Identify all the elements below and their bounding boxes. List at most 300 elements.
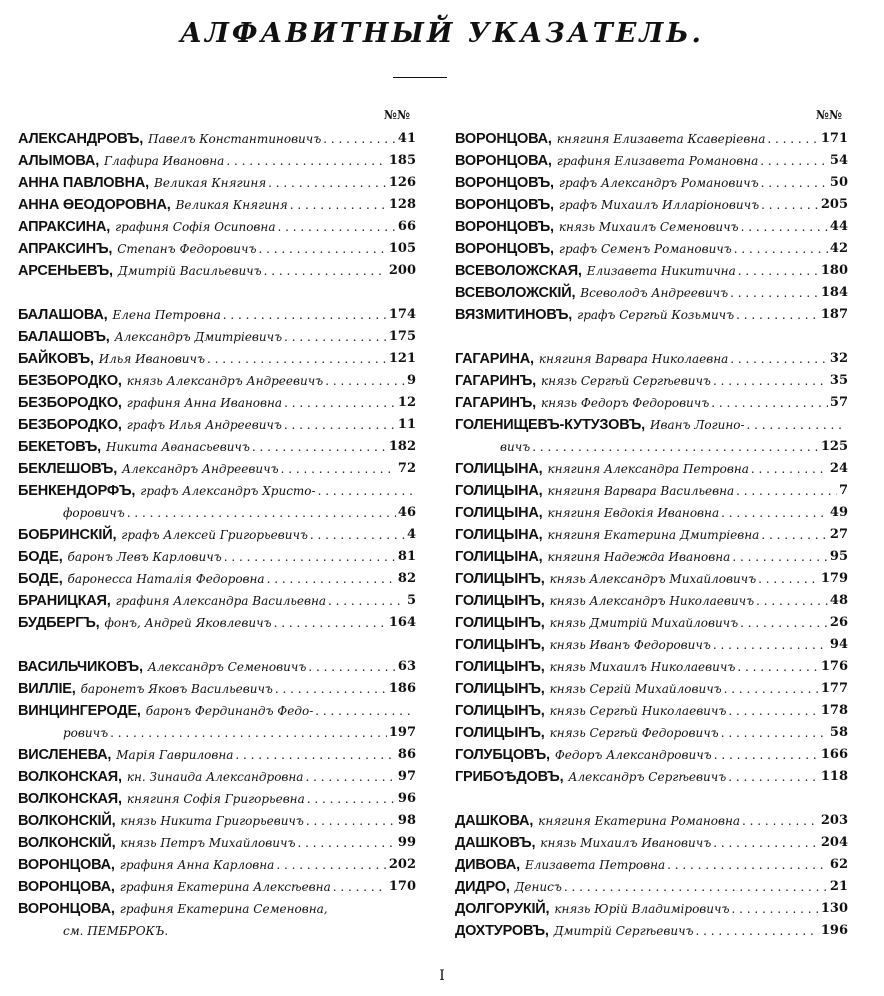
section-gap: [455, 326, 848, 348]
index-entry: [18, 788, 416, 810]
entry-description: князь Петръ Михайловичъ: [120, 836, 296, 850]
dot-leader: [724, 678, 819, 700]
entry-page-number: 128: [388, 197, 416, 212]
entry-surname: АЛЕКСАНДРОВЪ,: [18, 131, 144, 147]
index-entry: [18, 590, 416, 612]
entry-page-number: 105: [388, 241, 416, 256]
dot-leader: [258, 238, 386, 260]
entry-description: Елена Петровна: [112, 308, 221, 322]
entry-description: Денисъ: [514, 880, 562, 894]
entry-page-number: 49: [829, 505, 848, 520]
entry-description: баронесса Наталія Федоровна: [67, 572, 265, 586]
entry-list: [18, 128, 416, 942]
entry-surname: ГОЛИЦЫНЪ,: [455, 681, 545, 697]
dot-leader: [224, 546, 396, 568]
dot-leader: [268, 172, 387, 194]
dot-leader: [110, 722, 387, 744]
entry-description: Степанъ Федоровичъ: [117, 242, 257, 256]
entry-description: князь Сергѣй Федоровичъ: [549, 726, 719, 740]
index-entry: [18, 392, 416, 414]
entry-description: княгиня Александра Петровна: [547, 462, 749, 476]
dot-leader: [741, 216, 828, 238]
index-entry: [455, 876, 848, 898]
dot-leader: [696, 920, 819, 942]
index-entry: [18, 216, 416, 238]
dot-leader: [738, 260, 819, 282]
index-entry: [455, 920, 848, 942]
dot-leader: [333, 876, 387, 898]
entry-surname: ВОЛКОНСКІЙ,: [18, 813, 116, 829]
entry-surname: ВОРОНЦОВЪ,: [455, 175, 554, 191]
dot-leader: [328, 590, 405, 612]
dot-leader: [767, 128, 818, 150]
entry-page-number: 21: [829, 879, 848, 894]
dot-leader: [281, 458, 396, 480]
entry-surname: ДИДРО,: [455, 879, 510, 895]
dot-leader: [667, 854, 828, 876]
entry-surname: ВОРОНЦОВА,: [18, 879, 115, 895]
entry-description: графиня Анна Ивановна: [126, 396, 283, 410]
dot-leader: [713, 832, 819, 854]
entry-surname: ВАСИЛЬЧИКОВЪ,: [18, 659, 143, 675]
entry-description: князь Михаилъ Семеновичъ: [558, 220, 739, 234]
entry-description: графъ Семенъ Романовичъ: [558, 242, 732, 256]
entry-description: Александръ Семеновичъ: [147, 660, 307, 674]
dot-leader: [711, 392, 828, 414]
entry-page-number: 11: [397, 417, 416, 432]
index-entry-continuation: [455, 436, 848, 458]
entry-surname: БОДЕ,: [18, 571, 63, 587]
section-gap: [455, 788, 848, 810]
index-entry: [455, 150, 848, 172]
index-entry: [455, 480, 848, 502]
dot-leader: [207, 348, 387, 370]
dot-leader: [713, 634, 828, 656]
dot-leader: [721, 502, 828, 524]
entry-description: графиня Елизавета Романовна: [556, 154, 759, 168]
entry-surname: ВОЛКОНСКІЙ,: [18, 835, 116, 851]
entry-surname: БОДЕ,: [18, 549, 63, 565]
dot-leader: [127, 502, 396, 524]
dot-leader: [747, 414, 846, 436]
index-entry: [18, 194, 416, 216]
entry-surname: БУДБЕРГЪ,: [18, 615, 100, 631]
entry-page-number: 179: [820, 571, 848, 586]
index-entry-continuation: [18, 722, 416, 744]
entry-description: Александръ Дмитріевичъ: [114, 330, 283, 344]
section-gap: [18, 634, 416, 656]
entry-description: баронъ Фердинандъ Федо-: [145, 704, 314, 718]
entry-page-number: 126: [388, 175, 416, 190]
entry-surname: БАЙКОВЪ,: [18, 351, 94, 367]
entry-page-number: 66: [397, 219, 416, 234]
index-entry: [455, 766, 848, 788]
index-entry: [18, 832, 416, 854]
entry-description: князь Александръ Андреевичъ: [126, 374, 324, 388]
dot-leader: [758, 568, 819, 590]
dot-leader: [740, 612, 828, 634]
entry-page-number: 180: [820, 263, 848, 278]
entry-page-number: 99: [397, 835, 416, 850]
entry-surname: ДИВОВА,: [455, 857, 520, 873]
index-entry: [18, 612, 416, 634]
index-column-left: [18, 108, 416, 942]
entry-page-number: 164: [388, 615, 416, 630]
index-entry: [18, 304, 416, 326]
entry-page-number: 46: [397, 505, 416, 520]
entry-surname: ГОЛИЦЫНЪ,: [455, 593, 545, 609]
entry-page-number: 203: [820, 813, 848, 828]
entry-surname: ГОЛИЦЫНЪ,: [455, 637, 545, 653]
entry-description: княгиня Софія Григорьевна: [126, 792, 305, 806]
entry-surname: ГАГАРИНЪ,: [455, 395, 536, 411]
dot-leader: [532, 436, 819, 458]
dot-leader: [297, 832, 395, 854]
entry-surname: ДОХТУРОВЪ,: [455, 923, 549, 939]
entry-page-number: 185: [388, 153, 416, 168]
entry-description: графиня Анна Карловна: [119, 858, 275, 872]
entry-description: графиня Екатерина Семеновна,: [119, 902, 328, 916]
entry-description: графъ Илья Андреевичъ: [126, 418, 282, 432]
entry-page-number: 175: [388, 329, 416, 344]
index-entry: [455, 832, 848, 854]
page-title: АЛФАВИТНЫЙ УКАЗАТЕЛЬ.: [180, 18, 704, 49]
dot-leader: [308, 656, 396, 678]
dot-leader: [730, 348, 828, 370]
index-entry: [18, 414, 416, 436]
entry-page-number: 42: [829, 241, 848, 256]
entry-page-number: 121: [388, 351, 416, 366]
entry-description: Илья Ивановичъ: [98, 352, 205, 366]
index-entry: [18, 172, 416, 194]
entry-description: князь Сергѣй Николаевичъ: [549, 704, 727, 718]
index-entry: [455, 810, 848, 832]
entry-description: князь Юрій Владиміровичъ: [554, 902, 730, 916]
entry-surname: БОБРИНСКІЙ,: [18, 527, 117, 543]
entry-surname: ВИСЛЕНЕВА,: [18, 747, 112, 763]
index-entry: [18, 326, 416, 348]
dot-leader: [276, 854, 387, 876]
dot-leader: [318, 480, 414, 502]
entry-page-number: 63: [397, 659, 416, 674]
entry-surname: ВОРОНЦОВЪ,: [455, 219, 554, 235]
entry-description: Елизавета Никитична: [586, 264, 736, 278]
entry-page-number: 27: [829, 527, 848, 542]
dot-leader: [323, 128, 396, 150]
index-entry: [455, 546, 848, 568]
entry-description: графиня Екатерина Алексѣевна: [119, 880, 331, 894]
entry-page-number: 118: [820, 769, 848, 784]
dot-leader: [223, 304, 387, 326]
entry-continuation-text: см. ПЕМБРОКЪ.: [63, 924, 169, 938]
entry-surname: ВИНЦИНГЕРОДЕ,: [18, 703, 141, 719]
index-entry: [455, 722, 848, 744]
entry-surname: ГОЛУБЦОВЪ,: [455, 747, 550, 763]
dot-leader: [267, 568, 396, 590]
entry-page-number: 12: [397, 395, 416, 410]
section-gap: [18, 282, 416, 304]
entry-surname: ГОЛИЦЫНА,: [455, 549, 543, 565]
index-entry: [455, 194, 848, 216]
entry-description: Никита Аѳанасьевичъ: [105, 440, 250, 454]
entry-description: Великая Княгиня: [175, 198, 288, 212]
index-entry: [455, 260, 848, 282]
index-entry: [18, 128, 416, 150]
index-entry: [18, 568, 416, 590]
index-entry: [18, 876, 416, 898]
index-entry: [455, 568, 848, 590]
entry-description: князь Федоръ Федоровичъ: [540, 396, 710, 410]
entry-page-number: 81: [397, 549, 416, 564]
dot-leader: [284, 414, 396, 436]
index-entry: [455, 612, 848, 634]
dot-leader: [737, 656, 819, 678]
entry-description: фонъ, Андрей Яковлевичъ: [104, 616, 272, 630]
entry-surname: ВОРОНЦОВА,: [455, 153, 552, 169]
entry-page-number: 94: [829, 637, 848, 652]
entry-description: графиня Софія Осиповна: [115, 220, 276, 234]
entry-surname: ВОРОНЦОВЪ,: [455, 197, 554, 213]
entry-description: княгиня Варвара Васильевна: [547, 484, 735, 498]
entry-description: графъ Сергѣй Козьмичъ: [577, 308, 735, 322]
entry-page-number: 196: [820, 923, 848, 938]
entry-page-number: 200: [388, 263, 416, 278]
dot-leader: [761, 524, 828, 546]
entry-page-number: 35: [829, 373, 848, 388]
index-entry: [455, 348, 848, 370]
index-entry: [455, 392, 848, 414]
entry-page-number: 187: [820, 307, 848, 322]
dot-leader: [736, 480, 837, 502]
entry-surname: ВСЕВОЛОЖСКІЙ,: [455, 285, 576, 301]
index-entry: [18, 700, 416, 722]
entry-surname: АННА ӨЕОДОРОВНА,: [18, 197, 171, 213]
dot-leader: [728, 766, 819, 788]
entry-page-number: 54: [829, 153, 848, 168]
entry-surname: ГОЛИЦЫНЪ,: [455, 571, 545, 587]
entry-surname: АРСЕНЬЕВЪ,: [18, 263, 113, 279]
entry-page-number: 86: [397, 747, 416, 762]
index-entry: [18, 238, 416, 260]
entry-description: Елизавета Петровна: [525, 858, 666, 872]
entry-surname: ГАГАРИНА,: [455, 351, 534, 367]
entry-page-number: 62: [829, 857, 848, 872]
index-entry: [18, 524, 416, 546]
index-entry: [18, 348, 416, 370]
entry-description: Дмитрій Сергѣевичъ: [553, 924, 694, 938]
entry-page-number: 178: [820, 703, 848, 718]
index-entry: [455, 854, 848, 876]
entry-page-number: 26: [829, 615, 848, 630]
index-entry: [18, 260, 416, 282]
index-entry: [455, 656, 848, 678]
entry-description: Федоръ Александровичъ: [554, 748, 712, 762]
entry-description: князь Сергѣй Сергѣевичъ: [540, 374, 711, 388]
dot-leader: [307, 788, 396, 810]
index-entry: [455, 744, 848, 766]
entry-page-number: 98: [397, 813, 416, 828]
entry-surname: БЕКЛЕШОВЪ,: [18, 461, 118, 477]
entry-description: Великая Княгиня: [154, 176, 267, 190]
entry-surname: ГАГАРИНЪ,: [455, 373, 536, 389]
entry-description: баронетъ Яковъ Васильевичъ: [80, 682, 273, 696]
entry-description: князь Александръ Николаевичъ: [549, 594, 755, 608]
entry-description: князь Дмитрій Михайловичъ: [549, 616, 739, 630]
entry-description: князь Иванъ Федоровичъ: [549, 638, 711, 652]
dot-leader: [760, 150, 828, 172]
dot-leader: [305, 766, 395, 788]
entry-surname: ГОЛИЦЫНЪ,: [455, 703, 545, 719]
entry-surname: ГОЛИЦЫНЪ,: [455, 725, 545, 741]
index-entry: [455, 414, 848, 436]
title-divider: [393, 77, 447, 78]
index-entry: [455, 678, 848, 700]
entry-surname: БЕНКЕНДОРФЪ,: [18, 483, 136, 499]
index-entry: [455, 304, 848, 326]
entry-page-number: 166: [820, 747, 848, 762]
entry-list: [455, 128, 848, 942]
dot-leader: [721, 722, 828, 744]
entry-surname: БАЛАШОВА,: [18, 307, 108, 323]
entry-page-number: 170: [388, 879, 416, 894]
entry-surname: ГОЛИЦЫНА,: [455, 483, 543, 499]
entry-page-number: 186: [388, 681, 416, 696]
entry-description: графъ Александръ Христо-: [140, 484, 316, 498]
dot-leader: [714, 744, 819, 766]
entry-page-number: 7: [838, 483, 848, 498]
index-entry: [18, 744, 416, 766]
entry-surname: ГРИБОѢДОВЪ,: [455, 769, 564, 785]
dot-leader: [226, 150, 387, 172]
index-entry: [18, 458, 416, 480]
dot-leader: [290, 194, 387, 216]
entry-surname: ГОЛИЦЫНЪ,: [455, 615, 545, 631]
entry-page-number: 50: [829, 175, 848, 190]
entry-description: княгиня Елизавета Ксаверіевна: [556, 132, 766, 146]
dot-leader: [732, 546, 828, 568]
index-entry: [455, 700, 848, 722]
index-entry: [455, 172, 848, 194]
entry-page-number: 182: [388, 439, 416, 454]
dot-leader: [274, 612, 387, 634]
entry-surname: АННА ПАВЛОВНА,: [18, 175, 150, 191]
dot-leader: [742, 810, 819, 832]
entry-surname: ГОЛИЦЫНЪ,: [455, 659, 545, 675]
index-entry: [18, 810, 416, 832]
page-number: I: [439, 968, 445, 984]
entry-surname: БЕЗБОРОДКО,: [18, 395, 122, 411]
page-number-header: №№: [815, 108, 842, 122]
entry-continuation-text: ровичъ: [63, 726, 109, 740]
entry-description: Павелъ Константиновичъ: [148, 132, 322, 146]
entry-surname: АПРАКСИНА,: [18, 219, 111, 235]
entry-continuation-text: форовичъ: [63, 506, 125, 520]
index-entry: [455, 238, 848, 260]
entry-page-number: 184: [820, 285, 848, 300]
entry-page-number: 24: [829, 461, 848, 476]
index-entry: [455, 634, 848, 656]
entry-surname: ВСЕВОЛОЖСКАЯ,: [455, 263, 582, 279]
index-entry-continuation: [18, 502, 416, 524]
index-entry: [455, 590, 848, 612]
dot-leader: [275, 678, 387, 700]
entry-description: графъ Михаилъ Илларіоновичъ: [558, 198, 760, 212]
entry-surname: ВИЛЛІЕ,: [18, 681, 76, 697]
dot-leader: [756, 590, 828, 612]
dot-leader: [284, 326, 387, 348]
entry-description: Марія Гавриловна: [116, 748, 234, 762]
index-entry: [18, 150, 416, 172]
index-entry: [455, 282, 848, 304]
index-entry: [18, 436, 416, 458]
entry-surname: ДОЛГОРУКІЙ,: [455, 901, 550, 917]
entry-page-number: 82: [397, 571, 416, 586]
index-entry: [455, 370, 848, 392]
entry-description: князь Александръ Михайловичъ: [549, 572, 757, 586]
entry-surname: ГОЛИЦЫНА,: [455, 527, 543, 543]
dot-leader: [277, 216, 395, 238]
entry-page-number: 205: [820, 197, 848, 212]
index-entry: [455, 898, 848, 920]
entry-page-number: 171: [820, 131, 848, 146]
entry-page-number: 174: [388, 307, 416, 322]
index-entry: [455, 216, 848, 238]
index-entry: [18, 898, 416, 920]
entry-page-number: 130: [820, 901, 848, 916]
dot-leader: [306, 810, 396, 832]
entry-surname: БРАНИЦКАЯ,: [18, 593, 111, 609]
index-entry: [18, 678, 416, 700]
entry-page-number: 125: [820, 439, 848, 454]
entry-description: князь Сергій Михайловичъ: [549, 682, 722, 696]
dot-leader: [761, 194, 819, 216]
entry-surname: ВОРОНЦОВА,: [18, 857, 115, 873]
entry-page-number: 97: [397, 769, 416, 784]
entry-description: князь Никита Григорьевичъ: [120, 814, 304, 828]
dot-leader: [751, 458, 828, 480]
entry-description: князь Михаилъ Николаевичъ: [549, 660, 736, 674]
entry-surname: БЕЗБОРОДКО,: [18, 373, 122, 389]
index-entry: [455, 128, 848, 150]
entry-description: кн. Зинаида Александровна: [126, 770, 304, 784]
dot-leader: [730, 282, 819, 304]
dot-leader: [315, 700, 414, 722]
entry-surname: ДАШКОВЪ,: [455, 835, 536, 851]
index-entry: [455, 524, 848, 546]
dot-leader: [736, 304, 819, 326]
index-entry: [18, 480, 416, 502]
entry-surname: БЕЗБОРОДКО,: [18, 417, 122, 433]
entry-page-number: 72: [397, 461, 416, 476]
dot-leader: [728, 700, 818, 722]
dot-leader: [284, 392, 396, 414]
entry-description: Всеволодъ Андреевичъ: [580, 286, 729, 300]
dot-leader: [325, 370, 405, 392]
entry-description: княгиня Екатерина Романовна: [538, 814, 741, 828]
entry-surname: БЕКЕТОВЪ,: [18, 439, 101, 455]
entry-description: княгиня Надежда Ивановна: [547, 550, 731, 564]
entry-description: графиня Александра Васильевна: [115, 594, 327, 608]
dot-leader: [252, 436, 387, 458]
dot-leader: [564, 876, 828, 898]
dot-leader: [264, 260, 387, 282]
entry-description: княгиня Евдокія Ивановна: [547, 506, 720, 520]
entry-surname: ГОЛИЦЫНА,: [455, 505, 543, 521]
entry-description: графъ Александръ Романовичъ: [558, 176, 759, 190]
entry-description: Дмитрій Васильевичъ: [117, 264, 262, 278]
entry-surname: ВОРОНЦОВЪ,: [455, 241, 554, 257]
entry-surname: ВОРОНЦОВА,: [455, 131, 552, 147]
